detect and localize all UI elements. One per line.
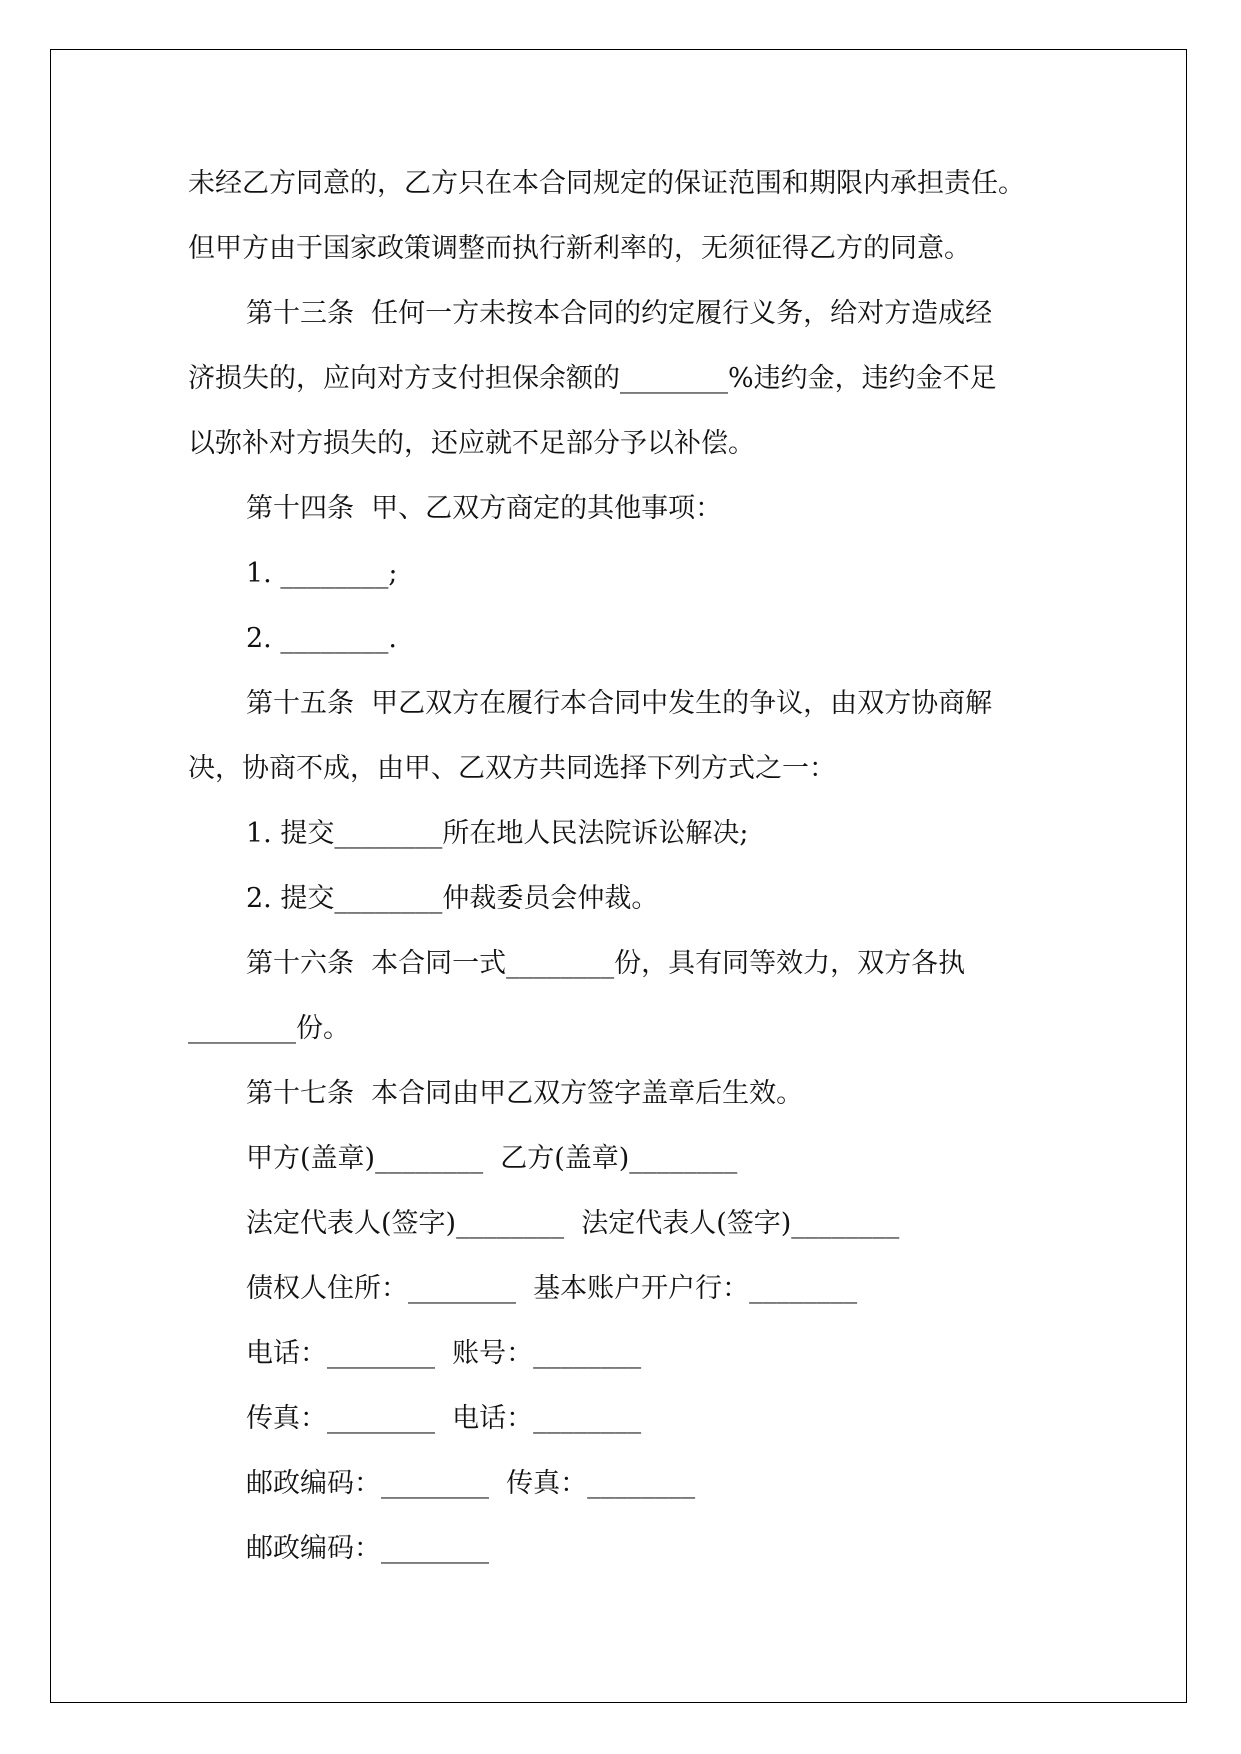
text-line: 以弥补对方损失的，还应就不足部分予以补偿。 xyxy=(188,428,755,459)
list-item: 1. 提交________所在地人民法院诉讼解决; xyxy=(246,818,749,849)
clause-13-heading: 第十三条 任何一方未按本合同的约定履行义务，给对方造成经 xyxy=(246,298,993,329)
clause-16-heading: 第十六条 本合同一式________份，具有同等效力，双方各执 xyxy=(246,948,966,979)
signature-postcode-line: 邮政编码：________ xyxy=(246,1533,489,1564)
signature-postcode-line: 邮政编码：________ 传真：________ xyxy=(246,1468,696,1499)
signature-fax-line: 传真：________ 电话：________ xyxy=(246,1403,642,1434)
clause-15-heading: 第十五条 甲乙双方在履行本合同中发生的争议，由双方协商解 xyxy=(246,688,993,719)
signature-representative-line: 法定代表人(签字)________ 法定代表人(签字)________ xyxy=(246,1208,900,1239)
signature-seal-line: 甲方(盖章)________ 乙方(盖章)________ xyxy=(246,1143,738,1174)
signature-address-line: 债权人住所：________ 基本账户开户行：________ xyxy=(246,1273,858,1304)
signature-phone-line: 电话：________ 账号：________ xyxy=(246,1338,642,1369)
text-line: ________份。 xyxy=(188,1013,350,1044)
list-item: 2. 提交________仲裁委员会仲裁。 xyxy=(246,883,659,914)
clause-14-heading: 第十四条 甲、乙双方商定的其他事项： xyxy=(246,493,723,524)
text-line: 但甲方由于国家政策调整而执行新利率的，无须征得乙方的同意。 xyxy=(188,233,971,264)
text-line: 决，协商不成，由甲、乙双方共同选择下列方式之一： xyxy=(188,753,836,784)
clause-17-heading: 第十七条 本合同由甲乙双方签字盖章后生效。 xyxy=(246,1078,804,1109)
contract-text xyxy=(188,151,1088,1581)
list-item: 1. ________; xyxy=(246,558,398,589)
list-item: 2. ________. xyxy=(246,623,397,654)
text-line: 未经乙方同意的，乙方只在本合同规定的保证范围和期限内承担责任。 xyxy=(188,168,1025,199)
text-line: 济损失的，应向对方支付担保余额的________%违约金，违约金不足 xyxy=(188,363,997,394)
